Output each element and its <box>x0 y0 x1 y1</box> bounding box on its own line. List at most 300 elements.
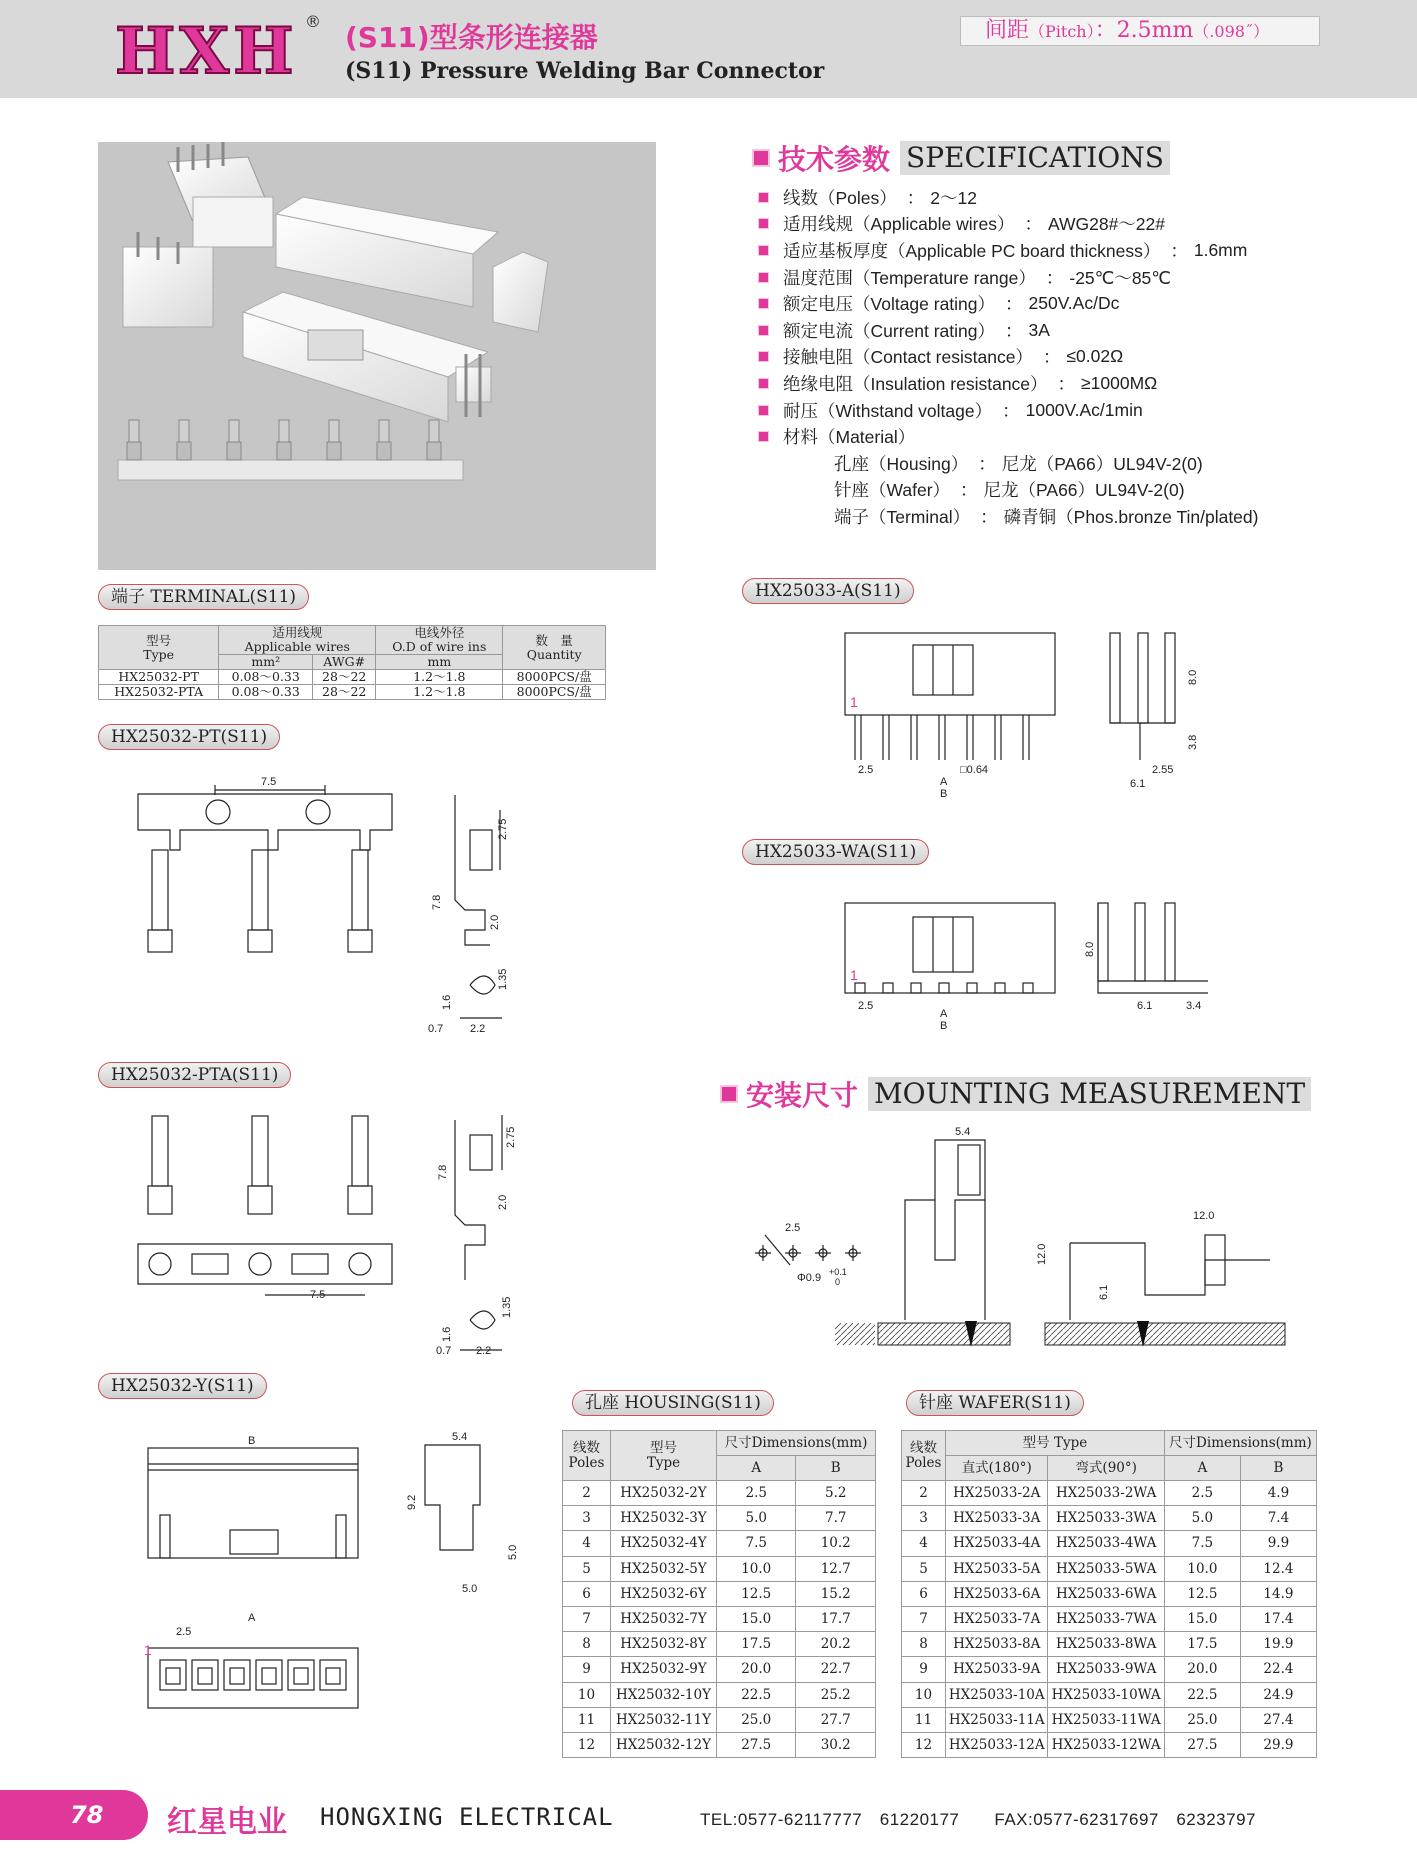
housing-cavity <box>160 1660 186 1690</box>
pitch-inch: （.098˝） <box>1193 22 1269 41</box>
title-chinese: (S11)型条形连接器 <box>345 21 598 54</box>
th-od: 电线外径 O.D of wire ins <box>376 626 503 655</box>
spec-row <box>758 397 1358 424</box>
table-cell: 7 <box>902 1606 946 1631</box>
housing-row <box>563 1506 876 1531</box>
spec-row <box>758 344 1358 371</box>
mounting-drawing <box>745 1125 1325 1365</box>
wa-dim-w2: 3.4 <box>1186 1000 1202 1012</box>
pitch-box <box>960 16 1320 46</box>
table-cell: 4.9 <box>1240 1481 1316 1506</box>
wa-label: HX25033-WA(S11) <box>742 839 929 865</box>
table-cell: HX25033-7WA <box>1048 1606 1164 1631</box>
y-dim-p: 2.5 <box>176 1626 192 1638</box>
spec-label: 额定电流（Current rating） <box>783 320 995 341</box>
housing-cavity-inner <box>230 1668 244 1684</box>
spec-colon: ： <box>1024 214 1042 235</box>
pt-dim-w1: 0.7 <box>428 1023 444 1035</box>
wafer-row <box>902 1556 1317 1581</box>
spec-colon: ： <box>1057 373 1076 394</box>
th-mm: mm <box>376 655 503 670</box>
table-cell: 2.5 <box>1164 1481 1240 1506</box>
a-dim-w2: 6.1 <box>1130 778 1146 790</box>
product-photo-illustration <box>98 142 656 570</box>
table-cell: HX25033-9A <box>946 1657 1048 1682</box>
table-cell: HX25032-2Y <box>611 1481 717 1506</box>
spec-value: 磷青铜（Phos.bronze Tin/plated) <box>1003 506 1259 527</box>
pta-label: HX25032-PTA(S11) <box>98 1062 291 1088</box>
table-cell: 10 <box>563 1682 611 1707</box>
mount-dim-p: 2.5 <box>785 1222 801 1234</box>
pitch-cn: 间距 <box>985 18 1030 43</box>
terminal-row <box>99 670 606 685</box>
table-cell: HX25033-12A <box>946 1732 1048 1757</box>
hth-A: A <box>717 1456 796 1481</box>
table-cell: 11 <box>902 1707 946 1732</box>
table-cell: 22.4 <box>1240 1657 1316 1682</box>
wth-B: B <box>1240 1456 1316 1481</box>
table-cell: 15.0 <box>717 1606 796 1631</box>
table-cell: 17.7 <box>796 1606 876 1631</box>
table-cell: 15.0 <box>1164 1606 1240 1631</box>
table-cell: HX25032-6Y <box>611 1581 717 1606</box>
housing-row <box>563 1632 876 1657</box>
table-cell: 11 <box>563 1707 611 1732</box>
table-cell: 6 <box>902 1581 946 1606</box>
table-cell: 17.5 <box>1164 1632 1240 1657</box>
y-dim-h: 9.2 <box>406 1494 418 1510</box>
a-dim-B: B <box>940 788 948 800</box>
table-cell: HX25032-PT <box>99 670 219 685</box>
table-cell: 19.9 <box>1240 1632 1316 1657</box>
housing-row <box>563 1657 876 1682</box>
table-cell: 25.2 <box>796 1682 876 1707</box>
table-cell: 9.9 <box>1240 1531 1316 1556</box>
table-cell: 1.2～1.8 <box>376 670 503 685</box>
y-dim-h2: 5.0 <box>507 1544 519 1560</box>
table-cell: 25.0 <box>717 1707 796 1732</box>
table-cell: 7.7 <box>796 1506 876 1531</box>
table-cell: HX25033-8A <box>946 1632 1048 1657</box>
table-cell: 25.0 <box>1164 1707 1240 1732</box>
y-drawing <box>140 1430 540 1730</box>
table-cell: 10.2 <box>796 1531 876 1556</box>
registered-mark: ® <box>305 12 321 31</box>
spec-value: 尼龙（PA66）UL94V-2(0) <box>1001 453 1203 474</box>
photo-terminal-crimp <box>377 442 391 460</box>
housing-row <box>563 1682 876 1707</box>
table-cell: HX25033-2WA <box>1048 1481 1164 1506</box>
housing-cavity <box>192 1660 218 1690</box>
table-cell: HX25033-10A <box>946 1682 1048 1707</box>
pt-dim-pitch: 7.5 <box>261 776 277 788</box>
table-cell: 20.2 <box>796 1632 876 1657</box>
a-drawing <box>830 625 1230 815</box>
housing-row <box>563 1556 876 1581</box>
table-cell: 2 <box>563 1481 611 1506</box>
pt-dim-h1: 2.75 <box>497 818 509 840</box>
photo-housing-small <box>493 252 548 332</box>
table-cell: 22.5 <box>717 1682 796 1707</box>
table-cell: 9 <box>902 1657 946 1682</box>
terminal-label: 端子 TERMINAL(S11) <box>98 584 309 610</box>
mount-dim-hole: Φ0.9 <box>797 1272 822 1284</box>
table-cell: HX25033-3A <box>946 1506 1048 1531</box>
table-cell: 30.2 <box>796 1732 876 1757</box>
housing-cavity-inner <box>294 1668 308 1684</box>
spec-colon: ： <box>1005 320 1023 341</box>
table-cell: 22.5 <box>1164 1682 1240 1707</box>
specs-heading <box>752 140 1170 176</box>
table-cell: 17.5 <box>717 1632 796 1657</box>
bullet-square-icon <box>758 245 769 256</box>
spec-colon: ： <box>1005 294 1023 315</box>
table-cell: 3 <box>902 1506 946 1531</box>
photo-terminal-crimp <box>127 442 141 460</box>
mount-dim-w2: 12.0 <box>1193 1210 1215 1222</box>
spec-row <box>758 290 1358 317</box>
spec-value: 1000V.Ac/1min <box>1025 399 1143 420</box>
housing-cavity-inner <box>166 1668 180 1684</box>
housing-cavity-inner <box>326 1668 340 1684</box>
housing-cavity <box>224 1660 250 1690</box>
spec-row <box>758 423 1358 450</box>
table-cell: 5.0 <box>1164 1506 1240 1531</box>
pta-drawing <box>130 1110 550 1360</box>
wafer-label: 针座 WAFER(S11) <box>906 1390 1084 1416</box>
spec-colon: ： <box>978 453 996 474</box>
wafer-pin-end <box>855 983 865 993</box>
th-qty: 数 量 Quantity <box>503 626 606 670</box>
spec-material-row <box>758 477 1358 504</box>
wafer-pin-end <box>883 983 893 993</box>
housing-cavity-inner <box>198 1668 212 1684</box>
table-cell: HX25033-10WA <box>1048 1682 1164 1707</box>
housing-row <box>563 1707 876 1732</box>
housing-cavity-inner <box>262 1668 276 1684</box>
housing-label: 孔座 HOUSING(S11) <box>572 1390 774 1416</box>
wafer-pin-end <box>911 983 921 993</box>
table-cell: HX25033-6A <box>946 1581 1048 1606</box>
wafer-pin-end <box>939 983 949 993</box>
y-dim-w: 5.4 <box>452 1431 468 1443</box>
table-cell: 9 <box>563 1657 611 1682</box>
bullet-square-icon <box>758 378 769 389</box>
spec-row <box>758 370 1358 397</box>
table-cell: 0.08～0.33 <box>219 670 313 685</box>
wa-pin1-mark: 1 <box>850 967 858 983</box>
housing-cavity <box>288 1660 314 1690</box>
wafer-table <box>901 1430 1317 1758</box>
hth-type: 型号 Type <box>611 1431 717 1481</box>
y-dim-w2: 5.0 <box>462 1583 478 1595</box>
table-cell: 7.5 <box>717 1531 796 1556</box>
table-cell: 12 <box>902 1732 946 1757</box>
spec-label: 材料（Material） <box>783 427 916 448</box>
table-cell: HX25033-4A <box>946 1531 1048 1556</box>
spec-label: 绝缘电阻（Insulation resistance） <box>783 373 1048 394</box>
pta-dim-h4: 1.35 <box>501 1296 513 1318</box>
spec-label: 接触电阻（Contact resistance） <box>783 347 1033 368</box>
table-cell: 0.08～0.33 <box>219 685 313 700</box>
hth-poles: 线数 Poles <box>563 1431 611 1481</box>
table-cell: 8000PCS/盘 <box>503 670 606 685</box>
spec-label: 适应基板厚度（Applicable PC board thickness） <box>783 240 1161 261</box>
pt-dim-h3: 2.0 <box>489 914 501 930</box>
photo-terminals <box>118 420 463 480</box>
bullet-square-icon <box>758 272 769 283</box>
pt-dim-h2: 7.8 <box>431 894 443 910</box>
wafer-row <box>902 1506 1317 1531</box>
wafer-row <box>902 1606 1317 1631</box>
y-dim-A: A <box>248 1612 256 1624</box>
table-cell: 12.5 <box>717 1581 796 1606</box>
housing-row <box>563 1481 876 1506</box>
wafer-pin-end <box>967 983 977 993</box>
table-cell: 10.0 <box>1164 1556 1240 1581</box>
y-dim-B: B <box>248 1435 256 1447</box>
table-cell: HX25033-9WA <box>1048 1657 1164 1682</box>
table-cell: 7.5 <box>1164 1531 1240 1556</box>
table-cell: 27.4 <box>1240 1707 1316 1732</box>
table-cell: HX25032-3Y <box>611 1506 717 1531</box>
spec-value: 3A <box>1028 319 1050 340</box>
table-cell: 27.5 <box>1164 1732 1240 1757</box>
table-cell: 5.0 <box>717 1506 796 1531</box>
photo-terminal-crimp <box>227 442 241 460</box>
housing-row <box>563 1581 876 1606</box>
mount-dim-h: 12.0 <box>1036 1243 1048 1265</box>
table-cell: 2.5 <box>717 1481 796 1506</box>
table-cell: 15.2 <box>796 1581 876 1606</box>
wafer-row <box>902 1682 1317 1707</box>
page-header <box>0 0 1417 98</box>
wafer-row <box>902 1481 1317 1506</box>
product-photo <box>98 142 656 570</box>
pt-drawing <box>130 770 550 1040</box>
spec-label: 线数（Poles） <box>783 187 897 208</box>
mounting-heading-cn: 安装尺寸 <box>746 1079 859 1112</box>
terminal-table <box>98 625 606 700</box>
spec-value: AWG28#～22# <box>1047 214 1166 235</box>
pitch-label: （Pitch） <box>1029 22 1095 41</box>
brand-logo: HXH <box>115 14 298 89</box>
pta-dim-h1: 2.75 <box>505 1126 517 1148</box>
page-number: 78 <box>0 1790 148 1840</box>
wafer-row <box>902 1632 1317 1657</box>
a-dim-pin: □0.64 <box>960 764 989 776</box>
spec-value: ≥1000MΩ <box>1081 372 1158 393</box>
table-cell: 5 <box>902 1556 946 1581</box>
photo-terminal-crimp <box>277 442 291 460</box>
company-name-en: HONGXING ELECTRICAL <box>320 1803 614 1831</box>
table-cell: 12.7 <box>796 1556 876 1581</box>
table-cell: 27.5 <box>717 1732 796 1757</box>
table-cell: 10.0 <box>717 1556 796 1581</box>
mounting-heading-en: MOUNTING MEASUREMENT <box>868 1077 1311 1111</box>
table-cell: 17.4 <box>1240 1606 1316 1631</box>
table-cell: 20.0 <box>1164 1657 1240 1682</box>
table-cell: 2 <box>902 1481 946 1506</box>
spec-label: 适用线规（Applicable wires） <box>783 214 1015 235</box>
table-cell: HX25032-11Y <box>611 1707 717 1732</box>
bullet-square-icon <box>758 298 769 309</box>
pta-dim-w1: 0.7 <box>436 1345 452 1357</box>
photo-terminal-crimp <box>327 442 341 460</box>
spec-colon: ： <box>1042 347 1061 368</box>
spec-value: 1.6mm <box>1193 239 1248 260</box>
spec-colon: ： <box>980 506 998 527</box>
th-awg: AWG# <box>313 655 376 670</box>
specs-heading-cn: 技术参数 <box>778 143 891 176</box>
table-cell: 4 <box>902 1531 946 1556</box>
pta-dim-h5: 1.6 <box>441 1326 453 1342</box>
table-cell: 12 <box>563 1732 611 1757</box>
wth-dims: 尺寸Dimensions(mm) <box>1164 1431 1316 1456</box>
table-cell: 10 <box>902 1682 946 1707</box>
spec-label: 端子（Terminal） <box>834 506 971 527</box>
table-cell: 28～22 <box>313 670 376 685</box>
specs-list <box>758 184 1358 530</box>
hth-B: B <box>796 1456 876 1481</box>
wth-type: 型号 Type <box>946 1431 1165 1456</box>
table-cell: HX25032-8Y <box>611 1632 717 1657</box>
wa-dim-B: B <box>940 1020 948 1032</box>
spec-colon: ： <box>906 187 925 208</box>
mount-dim-tol-up: +0.1 <box>829 1267 847 1277</box>
a-pin1-mark: 1 <box>850 694 858 710</box>
spec-row <box>758 237 1358 264</box>
wafer-row <box>902 1707 1317 1732</box>
bullet-square-icon <box>752 149 770 167</box>
housing-cavity <box>320 1660 346 1690</box>
spec-label: 额定电压（Voltage rating） <box>783 294 996 315</box>
wth-right: 弯式(90°) <box>1048 1456 1164 1481</box>
spec-row <box>758 317 1358 344</box>
spec-value: 尼龙（PA66）UL94V-2(0) <box>983 480 1185 501</box>
housing-row <box>563 1531 876 1556</box>
wafer-pin-end <box>995 983 1005 993</box>
wa-dim-h1: 8.0 <box>1084 941 1096 957</box>
spec-colon: ： <box>1002 400 1020 421</box>
spec-colon: ： <box>1170 240 1188 261</box>
a-dim-h1: 8.0 <box>1187 669 1199 685</box>
mount-dim-w: 5.4 <box>955 1126 971 1138</box>
wth-A: A <box>1164 1456 1240 1481</box>
wth-poles: 线数 Poles <box>902 1431 946 1481</box>
bullet-square-icon <box>758 325 769 336</box>
photo-wafer-long <box>243 292 488 422</box>
wafer-row <box>902 1581 1317 1606</box>
wa-dim-A: A <box>940 1008 948 1020</box>
specs-heading-en: SPECIFICATIONS <box>900 141 1170 175</box>
wa-dim-p: 2.5 <box>858 1000 874 1012</box>
pitch-value: 2.5mm <box>1116 18 1194 43</box>
table-cell: 8 <box>902 1632 946 1657</box>
table-cell: 4 <box>563 1531 611 1556</box>
spec-label: 温度范围（Temperature range） <box>783 267 1036 288</box>
pta-dim-pitch: 7.5 <box>310 1289 326 1301</box>
spec-value: 250V.Ac/Dc <box>1028 293 1120 314</box>
table-cell: 12.4 <box>1240 1556 1316 1581</box>
photo-terminal-crimp <box>427 442 441 460</box>
spec-value: -25℃～85℃ <box>1069 267 1171 288</box>
bullet-square-icon <box>758 351 769 362</box>
table-cell: HX25033-6WA <box>1048 1581 1164 1606</box>
mount-dim-tol-dn: 0 <box>835 1277 841 1287</box>
table-cell: 14.9 <box>1240 1581 1316 1606</box>
th-type: 型号 Type <box>99 626 219 670</box>
housing-row <box>563 1732 876 1757</box>
bullet-square-icon <box>720 1085 738 1103</box>
spec-label: 耐压（Withstand voltage） <box>783 400 993 421</box>
table-cell: 5 <box>563 1556 611 1581</box>
table-cell: 1.2～1.8 <box>376 685 503 700</box>
housing-row <box>563 1606 876 1631</box>
a-dim-w1: 2.55 <box>1152 764 1174 776</box>
a-dim-A: A <box>940 776 948 788</box>
y-pin1-mark: 1 <box>144 1642 152 1658</box>
table-cell: HX25032-7Y <box>611 1606 717 1631</box>
table-cell: HX25033-8WA <box>1048 1632 1164 1657</box>
pta-dim-w2: 2.2 <box>476 1345 492 1357</box>
spec-row <box>758 264 1358 291</box>
pitch-colon: ： <box>1094 18 1117 43</box>
wafer-row <box>902 1531 1317 1556</box>
spec-value: 2～12 <box>930 187 977 208</box>
table-cell: HX25033-11WA <box>1048 1707 1164 1732</box>
table-cell: 29.9 <box>1240 1732 1316 1757</box>
th-mm2: mm² <box>219 655 313 670</box>
pta-dim-h2: 7.8 <box>437 1164 449 1180</box>
wa-dim-w1: 6.1 <box>1137 1000 1153 1012</box>
table-cell: HX25033-2A <box>946 1481 1048 1506</box>
table-cell: HX25033-7A <box>946 1606 1048 1631</box>
spec-colon: ： <box>1045 267 1064 288</box>
table-cell: 24.9 <box>1240 1682 1316 1707</box>
a-dim-h2: 3.8 <box>1187 734 1199 750</box>
bullet-square-icon <box>758 405 769 416</box>
spec-row <box>758 184 1358 211</box>
table-cell: 8 <box>563 1632 611 1657</box>
terminal-row <box>99 685 606 700</box>
hth-dims: 尺寸Dimensions(mm) <box>717 1431 876 1456</box>
photo-terminal-crimp <box>177 442 191 460</box>
table-cell: HX25033-5A <box>946 1556 1048 1581</box>
table-cell: 20.0 <box>717 1657 796 1682</box>
bullet-square-icon <box>758 431 769 442</box>
spec-material-row <box>758 503 1358 530</box>
table-cell: 5.2 <box>796 1481 876 1506</box>
bullet-square-icon <box>758 218 769 229</box>
pt-dim-h4: 1.35 <box>497 968 509 990</box>
table-cell: 6 <box>563 1581 611 1606</box>
spec-colon: ： <box>960 480 978 501</box>
photo-housing-long <box>276 197 498 307</box>
wafer-row <box>902 1657 1317 1682</box>
table-cell: HX25032-4Y <box>611 1531 717 1556</box>
table-cell: HX25033-12WA <box>1048 1732 1164 1757</box>
title-english: (S11) Pressure Welding Bar Connector <box>345 58 825 84</box>
pt-dim-w2: 2.2 <box>470 1023 486 1035</box>
mounting-heading <box>720 1076 1311 1112</box>
bullet-square-icon <box>758 192 769 203</box>
spec-label: 针座（Wafer） <box>834 480 951 501</box>
table-cell: 7 <box>563 1606 611 1631</box>
spec-row <box>758 211 1358 238</box>
table-cell: 27.7 <box>796 1707 876 1732</box>
wafer-row <box>902 1732 1317 1757</box>
